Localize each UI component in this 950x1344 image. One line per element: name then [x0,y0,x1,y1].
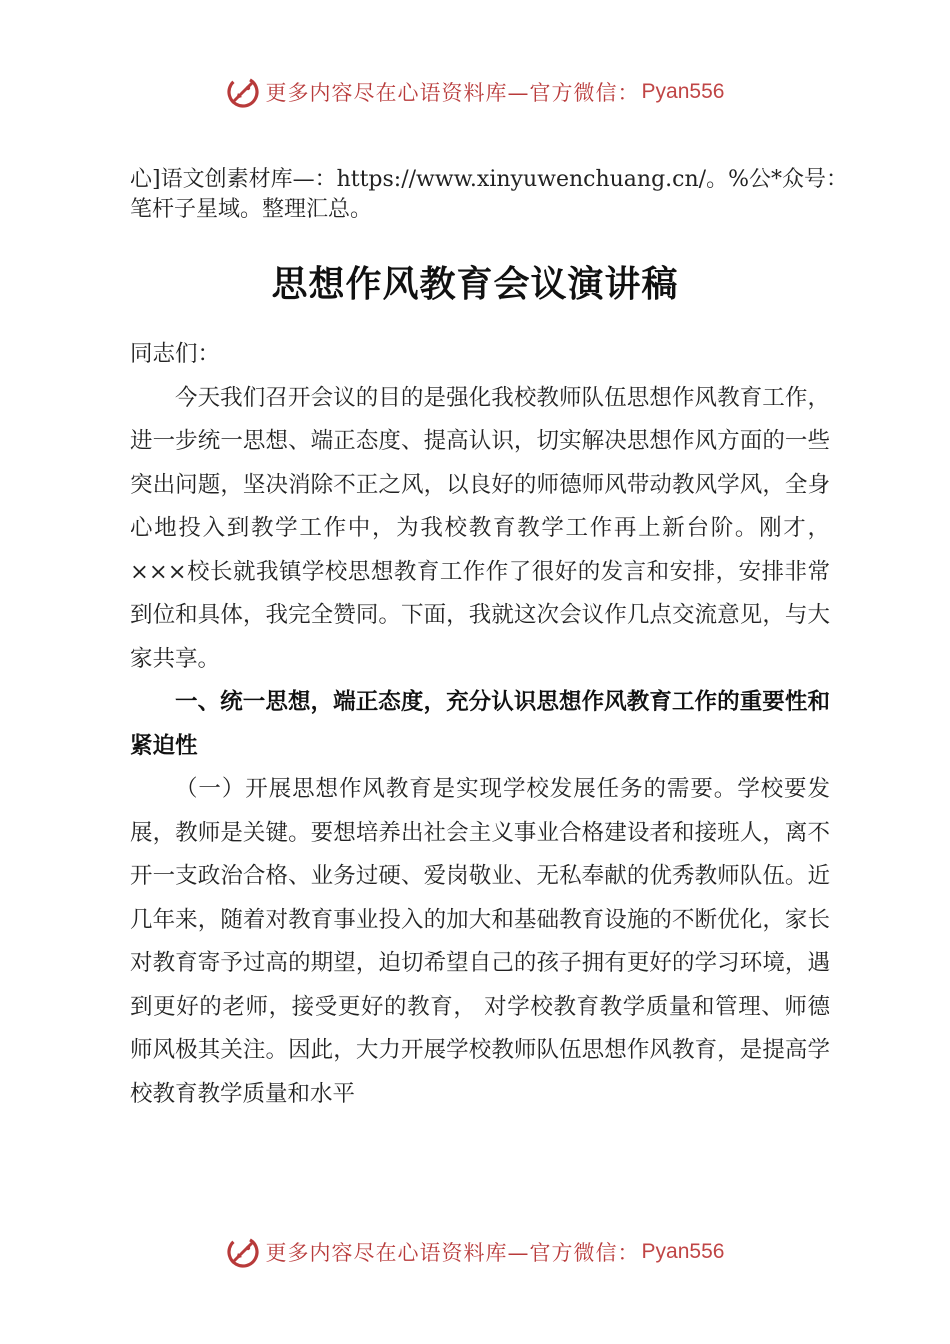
header-banner [0,70,950,114]
section-heading: 一、统一思想，端正态度，充分认识思想作风教育工作的重要性和紧迫性 [130,689,830,759]
section-paragraph: （一）开展思想作风教育是实现学校发展任务的需要。学校要发展，教师是关键。要想培养出社会主义事业合格建设者和接班人，离不开一支政治合格、业务过硬、爱岗敬业、无私奉献的优秀教师队伍。近几年来，随着对教育事业投入的加大和基础教育设施的不断优化，家长对教育寄予过高的期望，迫切希望自己的孩子拥有更好的学习环境，遇到更好的老师，接受更好的教育， 对学校教育教学质量和管理、师德师风极其关注。因此，大力开展学校教师队伍思想作风教育，是提高学校教育教学质量和水平 [130,776,830,1107]
page-title: 思想作风教育会议演讲稿 [271,264,679,305]
intro-paragraph: 今天我们召开会议的目的是强化我校教师队伍思想作风教育工作，进一步统一思想、端正态度、提高认识，切实解决思想作风方面的一些突出问题，坚决消除不正之风，以良好的师德师风带动教风学风，全身心地投入到教学工作中，为我校教育教学工作再上新台阶。刚才，×××校长就我镇学校思想教育工作作了很好的发言和安排，安排非常到位和具体，我完全赞同。下面，我就这次会议作几点交流意见，与大家共享。 [130,384,830,672]
banner-wechat-id: Pyan556 [641,1240,725,1263]
banner-text: 更多内容尽在心语资料库—官方微信： [265,1241,640,1265]
document-body [130,333,830,1116]
banner-wechat-id: Pyan556 [641,80,725,103]
banner-text: 更多内容尽在心语资料库—官方微信： [265,81,640,105]
footer-banner [0,1230,950,1274]
salutation: 同志们： [130,341,221,367]
brush-logo-icon [226,1235,260,1269]
brush-logo-icon [226,75,260,109]
source-note: 心]语文创素材库—：https://www.xinyuwenchuang.cn/。%公*众号：笔杆子星域。整理汇总。 [130,167,848,222]
